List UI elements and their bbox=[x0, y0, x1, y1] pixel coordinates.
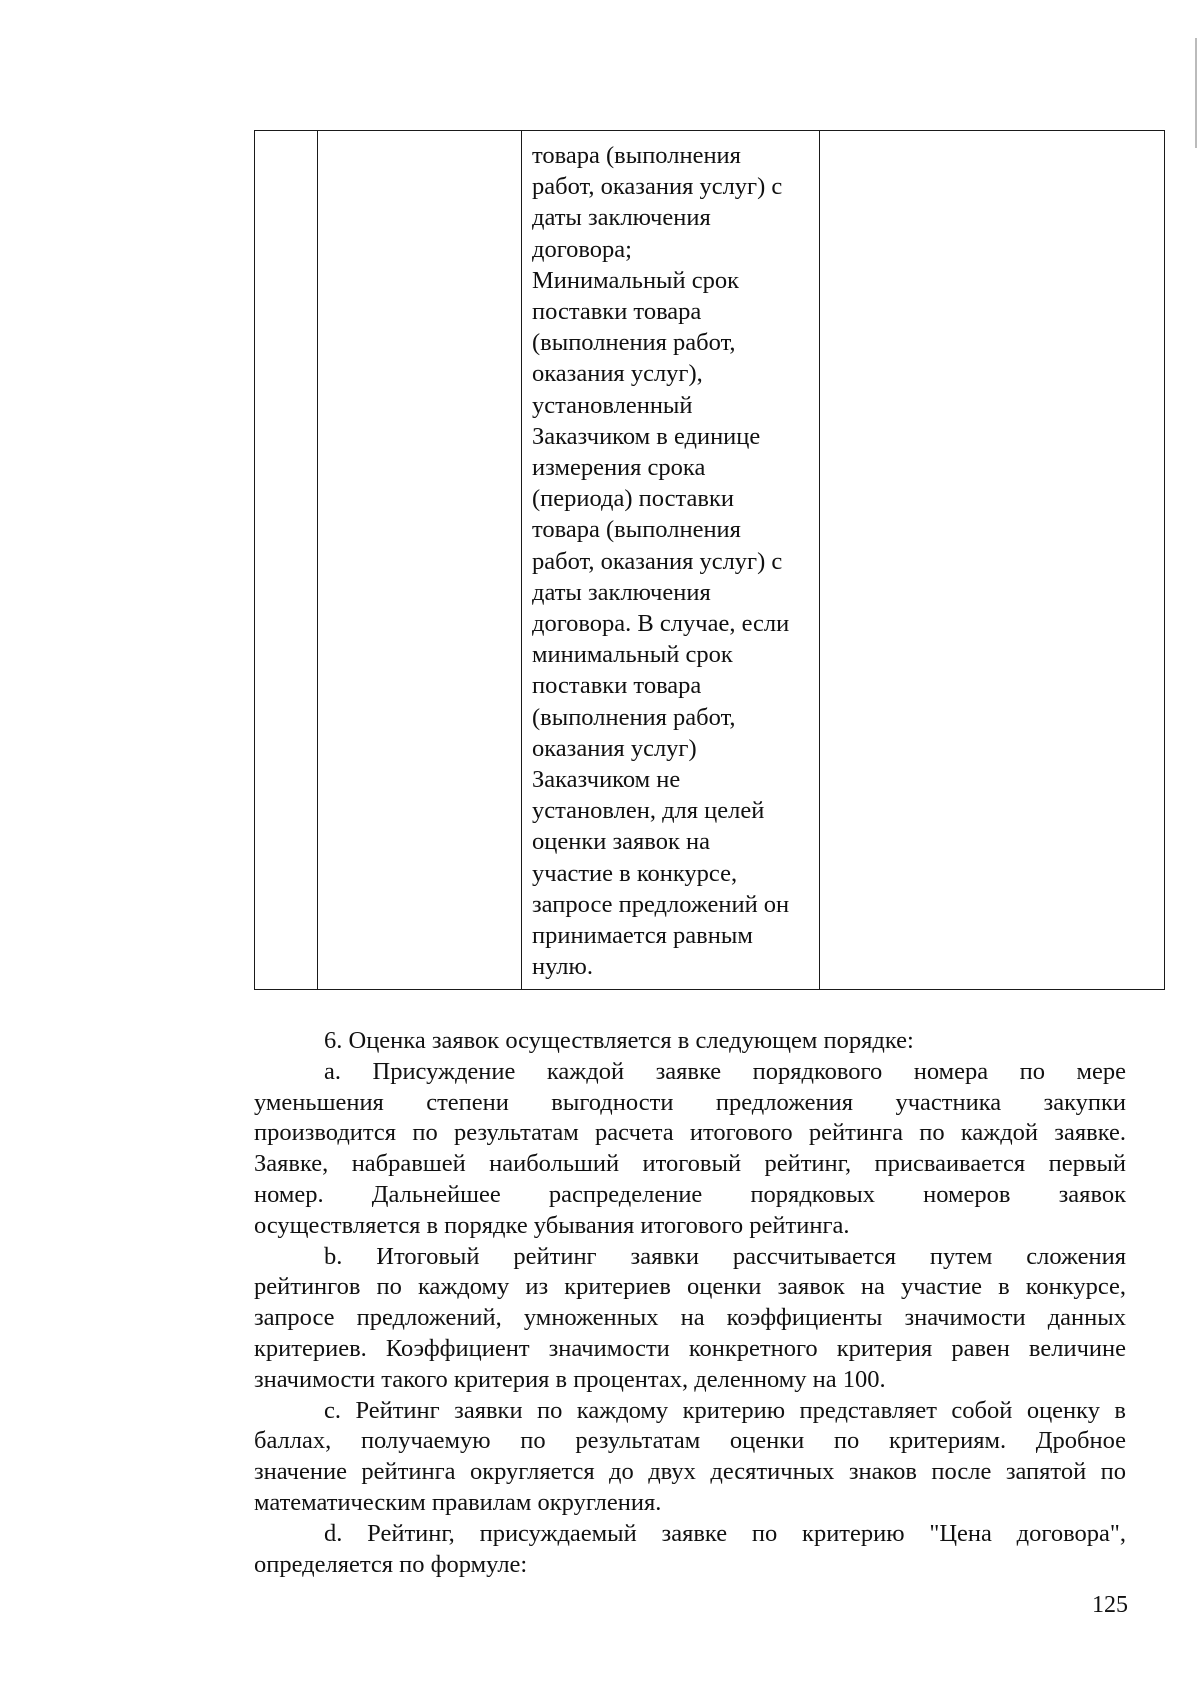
cell-line: оказания услуг), bbox=[532, 360, 703, 388]
cell-line: Заказчиком не bbox=[532, 766, 681, 794]
table-row bbox=[255, 131, 1165, 990]
cell-line: минимальный срок bbox=[532, 641, 733, 669]
table-cell-notes bbox=[820, 131, 1165, 990]
cell-line: установлен, для целей bbox=[532, 797, 765, 825]
cell-line: измерения срока bbox=[532, 454, 706, 482]
cell-line: (выполнения работ, bbox=[532, 703, 736, 731]
cell-line: товара (выполнения bbox=[532, 142, 741, 169]
text-line: номер. Дальнейшее распределение порядковых номеров заявок bbox=[254, 1180, 1126, 1208]
text-line: Заявке, набравшей наибольший итоговый рейтинг, присваивается первый bbox=[254, 1150, 1126, 1178]
paragraph-a bbox=[254, 1057, 1126, 1242]
cell-line: нулю. bbox=[532, 953, 593, 981]
cell-line: даты заключения bbox=[532, 204, 711, 232]
cell-line: поставки товара bbox=[532, 298, 702, 326]
cell-line: поставки товара bbox=[532, 672, 702, 700]
cell-description-text bbox=[522, 131, 819, 982]
text-line: критериев. Коэффициент значимости конкретного критерия равен величине bbox=[254, 1334, 1126, 1362]
text-line: a. Присуждение каждой заявке порядкового номера по мере bbox=[324, 1057, 1126, 1085]
cell-line: участие в конкурсе, bbox=[532, 859, 738, 887]
table-cell-criterion bbox=[318, 131, 522, 990]
cell-line: (периода) поставки bbox=[532, 485, 734, 513]
text-line: уменьшения степени выгодности предложения участника закупки bbox=[254, 1088, 1126, 1116]
page-number: 125 bbox=[1092, 1592, 1128, 1618]
paragraph-c bbox=[254, 1396, 1126, 1519]
cell-line: оказания услуг) bbox=[532, 734, 697, 762]
scan-edge-mark bbox=[1195, 38, 1197, 148]
text-line: рейтингов по каждому из критериев оценки заявок на участие в конкурсе, bbox=[254, 1273, 1126, 1301]
text-line: определяется по формуле: bbox=[254, 1550, 528, 1578]
text-line: значение рейтинга округляется до двух десятичных знаков после запятой по bbox=[254, 1458, 1126, 1486]
cell-line: установленный bbox=[532, 391, 693, 419]
cell-line: Минимальный срок bbox=[532, 266, 740, 294]
cell-line: Заказчиком в единице bbox=[532, 422, 761, 450]
text-line: 6. Оценка заявок осуществляется в следующем порядке: bbox=[324, 1027, 914, 1054]
text-line: c. Рейтинг заявки по каждому критерию представляет собой оценку в bbox=[324, 1396, 1126, 1424]
cell-line: товара (выполнения bbox=[532, 516, 741, 544]
text-line: значимости такого критерия в процентах, деленному на 100. bbox=[254, 1365, 886, 1393]
criteria-table bbox=[254, 130, 1165, 990]
table-cell-description bbox=[522, 131, 820, 990]
cell-line: (выполнения работ, bbox=[532, 329, 736, 357]
cell-line: работ, оказания услуг) с bbox=[532, 547, 783, 575]
text-line: запросе предложений, умноженных на коэффициенты значимости данных bbox=[254, 1304, 1126, 1332]
table-cell-number bbox=[255, 131, 318, 990]
paragraph-b bbox=[254, 1242, 1126, 1396]
text-line: баллах, получаемую по результатам оценки по критериям. Дробное bbox=[254, 1427, 1126, 1455]
paragraph-6 bbox=[254, 1026, 1126, 1057]
text-line: производится по результатам расчета итогового рейтинга по каждой заявке. bbox=[254, 1119, 1126, 1147]
cell-line: работ, оказания услуг) с bbox=[532, 173, 783, 201]
body-text bbox=[254, 1026, 1126, 1580]
text-line: осуществляется в порядке убывания итогового рейтинга. bbox=[254, 1211, 850, 1239]
cell-line: оценки заявок на bbox=[532, 828, 710, 856]
text-line: b. Итоговый рейтинг заявки рассчитывается путем сложения bbox=[324, 1242, 1126, 1270]
text-line: математическим правилам округления. bbox=[254, 1488, 662, 1516]
cell-line: принимается равным bbox=[532, 922, 753, 950]
cell-line: даты заключения bbox=[532, 578, 711, 606]
cell-line: договора. В случае, если bbox=[532, 610, 790, 638]
cell-line: договора; bbox=[532, 235, 632, 263]
paragraph-d bbox=[254, 1519, 1126, 1581]
cell-line: запросе предложений он bbox=[532, 890, 790, 918]
text-line: d. Рейтинг, присуждаемый заявке по критерию "Цена договора", bbox=[324, 1519, 1126, 1547]
